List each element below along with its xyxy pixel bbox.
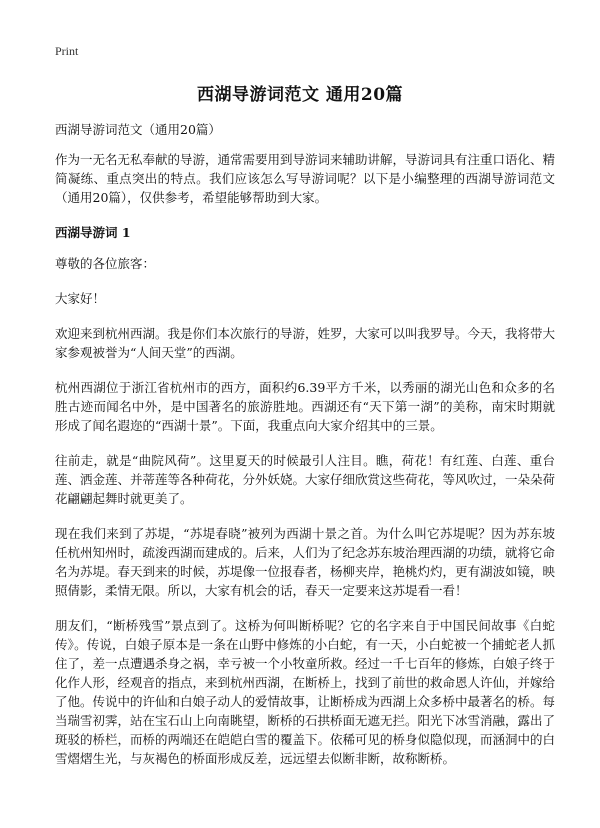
intro-paragraph: 作为一无名无私奉献的导游，通常需要用到导游词来辅助讲解，导游词具有注重口语化、精简凝练、重点突出的特点。我们应该怎么写导游词呢？以下是小编整理的西湖导游词范文（通用20篇），仅供参考，希望能够帮助到大家。 xyxy=(55,152,556,205)
hello-line: 大家好！ xyxy=(55,291,106,306)
section-heading: 西湖导游词 1 xyxy=(55,225,131,240)
article-subtitle: 西湖导游词范文（通用20篇） xyxy=(55,122,221,137)
sudi-paragraph: 现在我们来到了苏堤，“苏堤春晓”被列为西湖十景之首。为什么叫它苏堤呢？因为苏东坡任杭州知州时，疏浚西湖而建成的。后来，人们为了纪念苏东坡治理西湖的功绩，就将它命名为苏堤。春天到来的时候，苏堤像一位报春者，杨柳夹岸，艳桃灼灼，更有湖波如镜，映照倩影，柔情无限。所以，大家有机会的话，春天一定要来这苏堤看一看！ xyxy=(55,526,556,598)
west-lake-overview-paragraph: 杭州西湖位于浙江省杭州市的西方，面积约6.39平方千米，以秀丽的湖光山色和众多的名胜古迹而闻名中外，是中国著名的旅游胜地。西湖还有“天下第一湖”的美称，南宋时期就形成了闻名遐迩的“西湖十景”。下面，我重点向大家介绍其中的三景。 xyxy=(55,380,555,433)
greeting-line: 尊敬的各位旅客： xyxy=(55,256,156,271)
page-title: 西湖导游词范文 通用20篇 xyxy=(196,85,404,105)
print-label: Print xyxy=(55,44,79,58)
quyuan-fenghe-paragraph: 往前走，就是“曲院风荷”。这里夏天的时候最引人注目。瞧，荷花！有红莲、白莲、重台莲、洒金莲、并蒂莲等各种荷花，分外妖娆。大家仔细欣赏这些荷花，等风吹过，一朵朵荷花翩翩起舞时就更美了。 xyxy=(55,453,556,506)
broken-bridge-paragraph: 朋友们，“断桥残雪”景点到了。这桥为何叫断桥呢？它的名字来自于中国民间故事《白蛇传》。传说，白娘子原本是一条在山野中修炼的小白蛇，有一天，小白蛇被一个捕蛇老人抓住了，差一点遭遇杀身之祸，幸亏被一个小牧童所救。经过一千七百年的修炼，白娘子终于化作人形，经观音的指点，来到杭州西湖，在断桥上，找到了前世的救命恩人许仙，并嫁给了他。传说中的许仙和白娘子动人的爱情故事，让断桥成为西湖上众多桥中最著名的桥。每当瑞雪初霁，站在宝石山上向南眺望，断桥的石拱桥面无遮无拦。阳光下冰雪消融，露出了斑驳的桥栏，而桥的两端还在皑皑白雪的覆盖下。依稀可见的桥身似隐似现，而涵洞中的白雪熠熠生光，与灰褐色的桥面形成反差，远远望去似断非断，故称断桥。 xyxy=(55,618,556,766)
welcome-paragraph: 欢迎来到杭州西湖。我是你们本次旅行的导游，姓罗，大家可以叫我罗导。今天，我将带大家参观被誉为“人间天堂”的西湖。 xyxy=(55,326,556,360)
article-body xyxy=(55,120,555,784)
